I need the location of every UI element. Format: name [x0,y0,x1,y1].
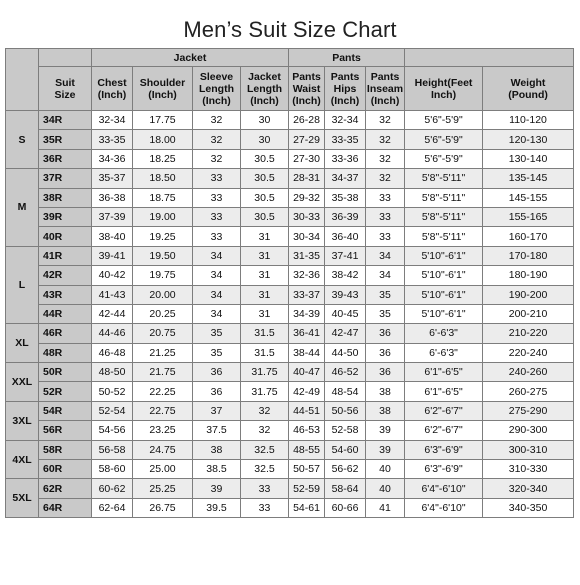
pants-inseam-cell: 34 [366,246,405,265]
table-row [6,343,574,362]
jacket-length-cell: 32 [241,421,289,440]
suit-size-cell: 42R [39,266,92,285]
header-line: Pants [292,70,321,83]
sleeve-length-cell: 35 [193,324,241,343]
suit-size-cell: 44R [39,304,92,323]
height-cell: 5'6"-5'9" [405,149,483,168]
sleeve-length-cell: 33 [193,227,241,246]
pants-waist-cell: 36-41 [289,324,325,343]
pants-inseam-cell: 34 [366,266,405,285]
pants-inseam-cell: 35 [366,285,405,304]
header-line: Pants [330,70,360,83]
table-row [6,401,574,420]
pants-group-header: Pants [289,49,405,67]
sleeve-length-cell: 38.5 [193,460,241,479]
pants-waist-cell: 29-32 [289,188,325,207]
pants-hips-cell: 36-39 [325,207,366,226]
sleeve-length-cell: 39.5 [193,498,241,517]
header-line: Hips [333,82,357,95]
shoulder-cell: 26.75 [133,498,193,517]
pants-inseam-cell: 41 [366,498,405,517]
header-line: (Inch) [97,88,127,101]
sleeve-length-cell: 33 [193,207,241,226]
header-line: (Inch) [148,88,177,101]
pants-inseam-cell: 33 [366,207,405,226]
pants-inseam-cell: 39 [366,440,405,459]
chest-header [92,67,133,111]
shoulder-cell: 18.25 [133,149,193,168]
pants-inseam-cell: 35 [366,304,405,323]
pants-waist-cell: 42-49 [289,382,325,401]
suit-size-cell: 58R [39,440,92,459]
pants-waist-header [289,67,325,111]
pants-inseam-cell: 32 [366,111,405,130]
shoulder-cell: 19.25 [133,227,193,246]
chest-cell: 46-48 [92,343,133,362]
shoulder-cell: 25.25 [133,479,193,498]
pants-waist-cell: 46-53 [289,421,325,440]
header-line: Shoulder [139,76,186,89]
chest-cell: 52-54 [92,401,133,420]
sleeve-length-cell: 33 [193,169,241,188]
pants-hips-cell: 33-35 [325,130,366,149]
height-cell: 5'6"-5'9" [405,130,483,149]
header-line: (Inch) [370,94,400,107]
pants-hips-cell: 40-45 [325,304,366,323]
shoulder-cell: 18.50 [133,169,193,188]
group-header-row [6,49,574,67]
height-cell: 6'3"-6'9" [405,440,483,459]
pants-inseam-cell: 40 [366,460,405,479]
jacket-length-cell: 31 [241,246,289,265]
table-row [6,149,574,168]
shoulder-cell: 18.75 [133,188,193,207]
weight-cell: 135-145 [483,169,574,188]
table-row [6,304,574,323]
suit-group-cell [39,49,92,67]
pants-hips-cell: 35-38 [325,188,366,207]
suit-size-cell: 60R [39,460,92,479]
pants-waist-cell: 26-28 [289,111,325,130]
chest-cell: 33-35 [92,130,133,149]
sleeve-length-cell: 32 [193,111,241,130]
header-line: Height(Feet [414,76,473,89]
sleeve-length-cell: 39 [193,479,241,498]
pants-waist-cell: 31-35 [289,246,325,265]
height-cell: 5'10"-6'1" [405,266,483,285]
jacket-length-cell: 31.75 [241,363,289,382]
sleeve-length-cell: 34 [193,266,241,285]
height-cell: 6'1"-6'5" [405,363,483,382]
pants-waist-cell: 50-57 [289,460,325,479]
shoulder-cell: 25.00 [133,460,193,479]
pants-hips-cell: 54-60 [325,440,366,459]
height-cell: 5'8"-5'11" [405,207,483,226]
pants-waist-cell: 33-37 [289,285,325,304]
chest-cell: 54-56 [92,421,133,440]
suit-size-cell: 56R [39,421,92,440]
pants-waist-cell: 38-44 [289,343,325,362]
weight-cell: 310-330 [483,460,574,479]
header-line: Sleeve [199,70,234,83]
pants-waist-cell: 52-59 [289,479,325,498]
height-cell: 6'2"-6'7" [405,401,483,420]
pants-hips-header [325,67,366,111]
size-category-label: M [6,169,39,247]
header-line: (Inch) [250,94,279,107]
header-line: Jacket [248,70,281,83]
sleeve-length-cell: 36 [193,363,241,382]
pants-hips-cell: 36-40 [325,227,366,246]
weight-header [483,67,574,111]
weight-cell: 110-120 [483,111,574,130]
jacket-group-header: Jacket [92,49,289,67]
jacket-length-cell: 30.5 [241,169,289,188]
pants-inseam-cell: 33 [366,188,405,207]
size-category-label: 3XL [6,401,39,440]
shoulder-header [133,67,193,111]
suit-size-cell: 34R [39,111,92,130]
table-row [6,188,574,207]
height-cell: 6'2"-6'7" [405,421,483,440]
chest-cell: 62-64 [92,498,133,517]
pants-waist-cell: 27-29 [289,130,325,149]
pants-inseam-cell: 36 [366,324,405,343]
shoulder-cell: 21.75 [133,363,193,382]
size-chart-table [5,48,574,518]
pants-inseam-header [366,67,405,111]
weight-cell: 120-130 [483,130,574,149]
table-row [6,460,574,479]
header-line: (Inch) [292,94,321,107]
sleeve-length-cell: 36 [193,382,241,401]
pants-hips-cell: 50-56 [325,401,366,420]
chest-cell: 58-60 [92,460,133,479]
pants-waist-cell: 32-36 [289,266,325,285]
chest-cell: 41-43 [92,285,133,304]
suit-size-cell: 64R [39,498,92,517]
table-row [6,498,574,517]
pants-hips-cell: 33-36 [325,149,366,168]
suit-size-cell: 37R [39,169,92,188]
height-cell: 5'10"-6'1" [405,246,483,265]
shoulder-cell: 23.25 [133,421,193,440]
jacket-length-cell: 31.5 [241,343,289,362]
weight-cell: 190-200 [483,285,574,304]
height-cell: 5'8"-5'11" [405,227,483,246]
size-category-label: XL [6,324,39,363]
jacket-length-cell: 31 [241,266,289,285]
pants-inseam-cell: 38 [366,382,405,401]
header-line: (Inch) [202,94,231,107]
pants-hips-cell: 32-34 [325,111,366,130]
height-cell: 6'3"-6'9" [405,460,483,479]
suit-size-cell: 50R [39,363,92,382]
table-row [6,479,574,498]
pants-hips-cell: 39-43 [325,285,366,304]
table-row [6,421,574,440]
size-rows [6,111,574,518]
jacket-length-cell: 31.5 [241,324,289,343]
sleeve-length-cell: 37.5 [193,421,241,440]
height-cell: 5'8"-5'11" [405,188,483,207]
jacket-length-cell: 32.5 [241,440,289,459]
pants-hips-cell: 56-62 [325,460,366,479]
suit-size-header [39,67,92,111]
header-line: Suit [55,76,75,89]
shoulder-cell: 24.75 [133,440,193,459]
weight-cell: 340-350 [483,498,574,517]
pants-waist-cell: 30-33 [289,207,325,226]
body-group-cell [405,49,574,67]
chest-cell: 48-50 [92,363,133,382]
chest-cell: 34-36 [92,149,133,168]
height-cell: 6'-6'3" [405,343,483,362]
header-line: Inseam [366,82,404,95]
weight-cell: 170-180 [483,246,574,265]
sleeve-length-cell: 38 [193,440,241,459]
pants-inseam-cell: 36 [366,363,405,382]
height-header [405,67,483,111]
weight-cell: 210-220 [483,324,574,343]
weight-cell: 290-300 [483,421,574,440]
shoulder-cell: 17.75 [133,111,193,130]
header-line: Waist [292,82,321,95]
shoulder-cell: 20.00 [133,285,193,304]
pants-waist-cell: 27-30 [289,149,325,168]
weight-cell: 145-155 [483,188,574,207]
jacket-length-cell: 30 [241,130,289,149]
pants-inseam-cell: 32 [366,169,405,188]
weight-cell: 180-190 [483,266,574,285]
pants-inseam-cell: 40 [366,479,405,498]
jacket-length-cell: 30.5 [241,188,289,207]
header-line: Chest [97,76,127,89]
shoulder-cell: 21.25 [133,343,193,362]
suit-size-cell: 38R [39,188,92,207]
chest-cell: 56-58 [92,440,133,459]
height-cell: 6'4"-6'10" [405,498,483,517]
header-line: Length [199,82,234,95]
sleeve-length-cell: 33 [193,188,241,207]
table-row [6,324,574,343]
shoulder-cell: 20.25 [133,304,193,323]
pants-hips-cell: 34-37 [325,169,366,188]
suit-size-cell: 48R [39,343,92,362]
height-cell: 6'1"-6'5" [405,382,483,401]
sleeve-length-cell: 35 [193,343,241,362]
jacket-length-cell: 31 [241,285,289,304]
height-cell: 6'4"-6'10" [405,479,483,498]
pants-hips-cell: 42-47 [325,324,366,343]
jacket-length-cell: 30.5 [241,149,289,168]
jacket-length-header [241,67,289,111]
pants-hips-cell: 37-41 [325,246,366,265]
corner-cell [6,49,39,111]
weight-cell: 275-290 [483,401,574,420]
pants-hips-cell: 60-66 [325,498,366,517]
header-line: Size [54,88,76,101]
pants-inseam-cell: 36 [366,343,405,362]
table-row [6,266,574,285]
table-row [6,382,574,401]
shoulder-cell: 19.00 [133,207,193,226]
table-row [6,363,574,382]
height-cell: 5'6"-5'9" [405,111,483,130]
pants-inseam-cell: 39 [366,421,405,440]
jacket-length-cell: 30 [241,111,289,130]
table-row [6,246,574,265]
jacket-length-cell: 31 [241,227,289,246]
size-category-label: S [6,111,39,169]
column-header-row [6,67,574,111]
table-row [6,111,574,130]
weight-cell: 155-165 [483,207,574,226]
chest-cell: 38-40 [92,227,133,246]
table-row [6,207,574,226]
header-line: Weight [510,76,546,89]
pants-hips-cell: 48-54 [325,382,366,401]
weight-cell: 260-275 [483,382,574,401]
pants-hips-cell: 46-52 [325,363,366,382]
size-category-label: XXL [6,363,39,402]
sleeve-length-cell: 37 [193,401,241,420]
sleeve-length-cell: 34 [193,304,241,323]
table-row [6,440,574,459]
pants-hips-cell: 38-42 [325,266,366,285]
shoulder-cell: 18.00 [133,130,193,149]
chest-cell: 36-38 [92,188,133,207]
weight-cell: 130-140 [483,149,574,168]
shoulder-cell: 19.50 [133,246,193,265]
pants-waist-cell: 44-51 [289,401,325,420]
pants-waist-cell: 54-61 [289,498,325,517]
sleeve-length-header [193,67,241,111]
header-line: (Inch) [330,94,360,107]
pants-waist-cell: 30-34 [289,227,325,246]
height-cell: 5'8"-5'11" [405,169,483,188]
jacket-length-cell: 31 [241,304,289,323]
chest-cell: 39-41 [92,246,133,265]
pants-waist-cell: 48-55 [289,440,325,459]
page-title: Men’s Suit Size Chart [183,17,397,42]
height-cell: 5'10"-6'1" [405,285,483,304]
suit-size-cell: 43R [39,285,92,304]
header-line: Inch) [430,88,457,101]
suit-size-cell: 62R [39,479,92,498]
chest-cell: 44-46 [92,324,133,343]
weight-cell: 200-210 [483,304,574,323]
header-line: (Pound) [508,88,548,101]
weight-cell: 220-240 [483,343,574,362]
sleeve-length-cell: 32 [193,130,241,149]
chest-cell: 40-42 [92,266,133,285]
weight-cell: 160-170 [483,227,574,246]
pants-waist-cell: 28-31 [289,169,325,188]
pants-inseam-cell: 38 [366,401,405,420]
size-category-label: L [6,246,39,324]
size-category-label: 4XL [6,440,39,479]
suit-size-cell: 35R [39,130,92,149]
pants-waist-cell: 34-39 [289,304,325,323]
chest-cell: 32-34 [92,111,133,130]
jacket-length-cell: 32.5 [241,460,289,479]
weight-cell: 300-310 [483,440,574,459]
pants-inseam-cell: 32 [366,149,405,168]
shoulder-cell: 19.75 [133,266,193,285]
table-row [6,285,574,304]
weight-cell: 320-340 [483,479,574,498]
suit-size-cell: 52R [39,382,92,401]
table-row [6,169,574,188]
pants-inseam-cell: 32 [366,130,405,149]
shoulder-cell: 22.75 [133,401,193,420]
chest-cell: 42-44 [92,304,133,323]
chest-cell: 35-37 [92,169,133,188]
weight-cell: 240-260 [483,363,574,382]
table-row [6,227,574,246]
header-line: Pants [370,70,400,83]
shoulder-cell: 20.75 [133,324,193,343]
jacket-length-cell: 31.75 [241,382,289,401]
pants-waist-cell: 40-47 [289,363,325,382]
sleeve-length-cell: 34 [193,285,241,304]
header-line: Length [247,82,282,95]
suit-size-cell: 36R [39,149,92,168]
pants-inseam-cell: 33 [366,227,405,246]
suit-size-cell: 54R [39,401,92,420]
suit-size-cell: 39R [39,207,92,226]
size-category-label: 5XL [6,479,39,518]
table-row [6,130,574,149]
jacket-length-cell: 30.5 [241,207,289,226]
suit-size-cell: 40R [39,227,92,246]
pants-hips-cell: 52-58 [325,421,366,440]
height-cell: 6'-6'3" [405,324,483,343]
pants-hips-cell: 58-64 [325,479,366,498]
chest-cell: 50-52 [92,382,133,401]
chest-cell: 37-39 [92,207,133,226]
suit-size-cell: 41R [39,246,92,265]
sleeve-length-cell: 34 [193,246,241,265]
chest-cell: 60-62 [92,479,133,498]
jacket-length-cell: 33 [241,479,289,498]
jacket-length-cell: 32 [241,401,289,420]
height-cell: 5'10"-6'1" [405,304,483,323]
suit-size-cell: 46R [39,324,92,343]
sleeve-length-cell: 32 [193,149,241,168]
pants-hips-cell: 44-50 [325,343,366,362]
jacket-length-cell: 33 [241,498,289,517]
shoulder-cell: 22.25 [133,382,193,401]
